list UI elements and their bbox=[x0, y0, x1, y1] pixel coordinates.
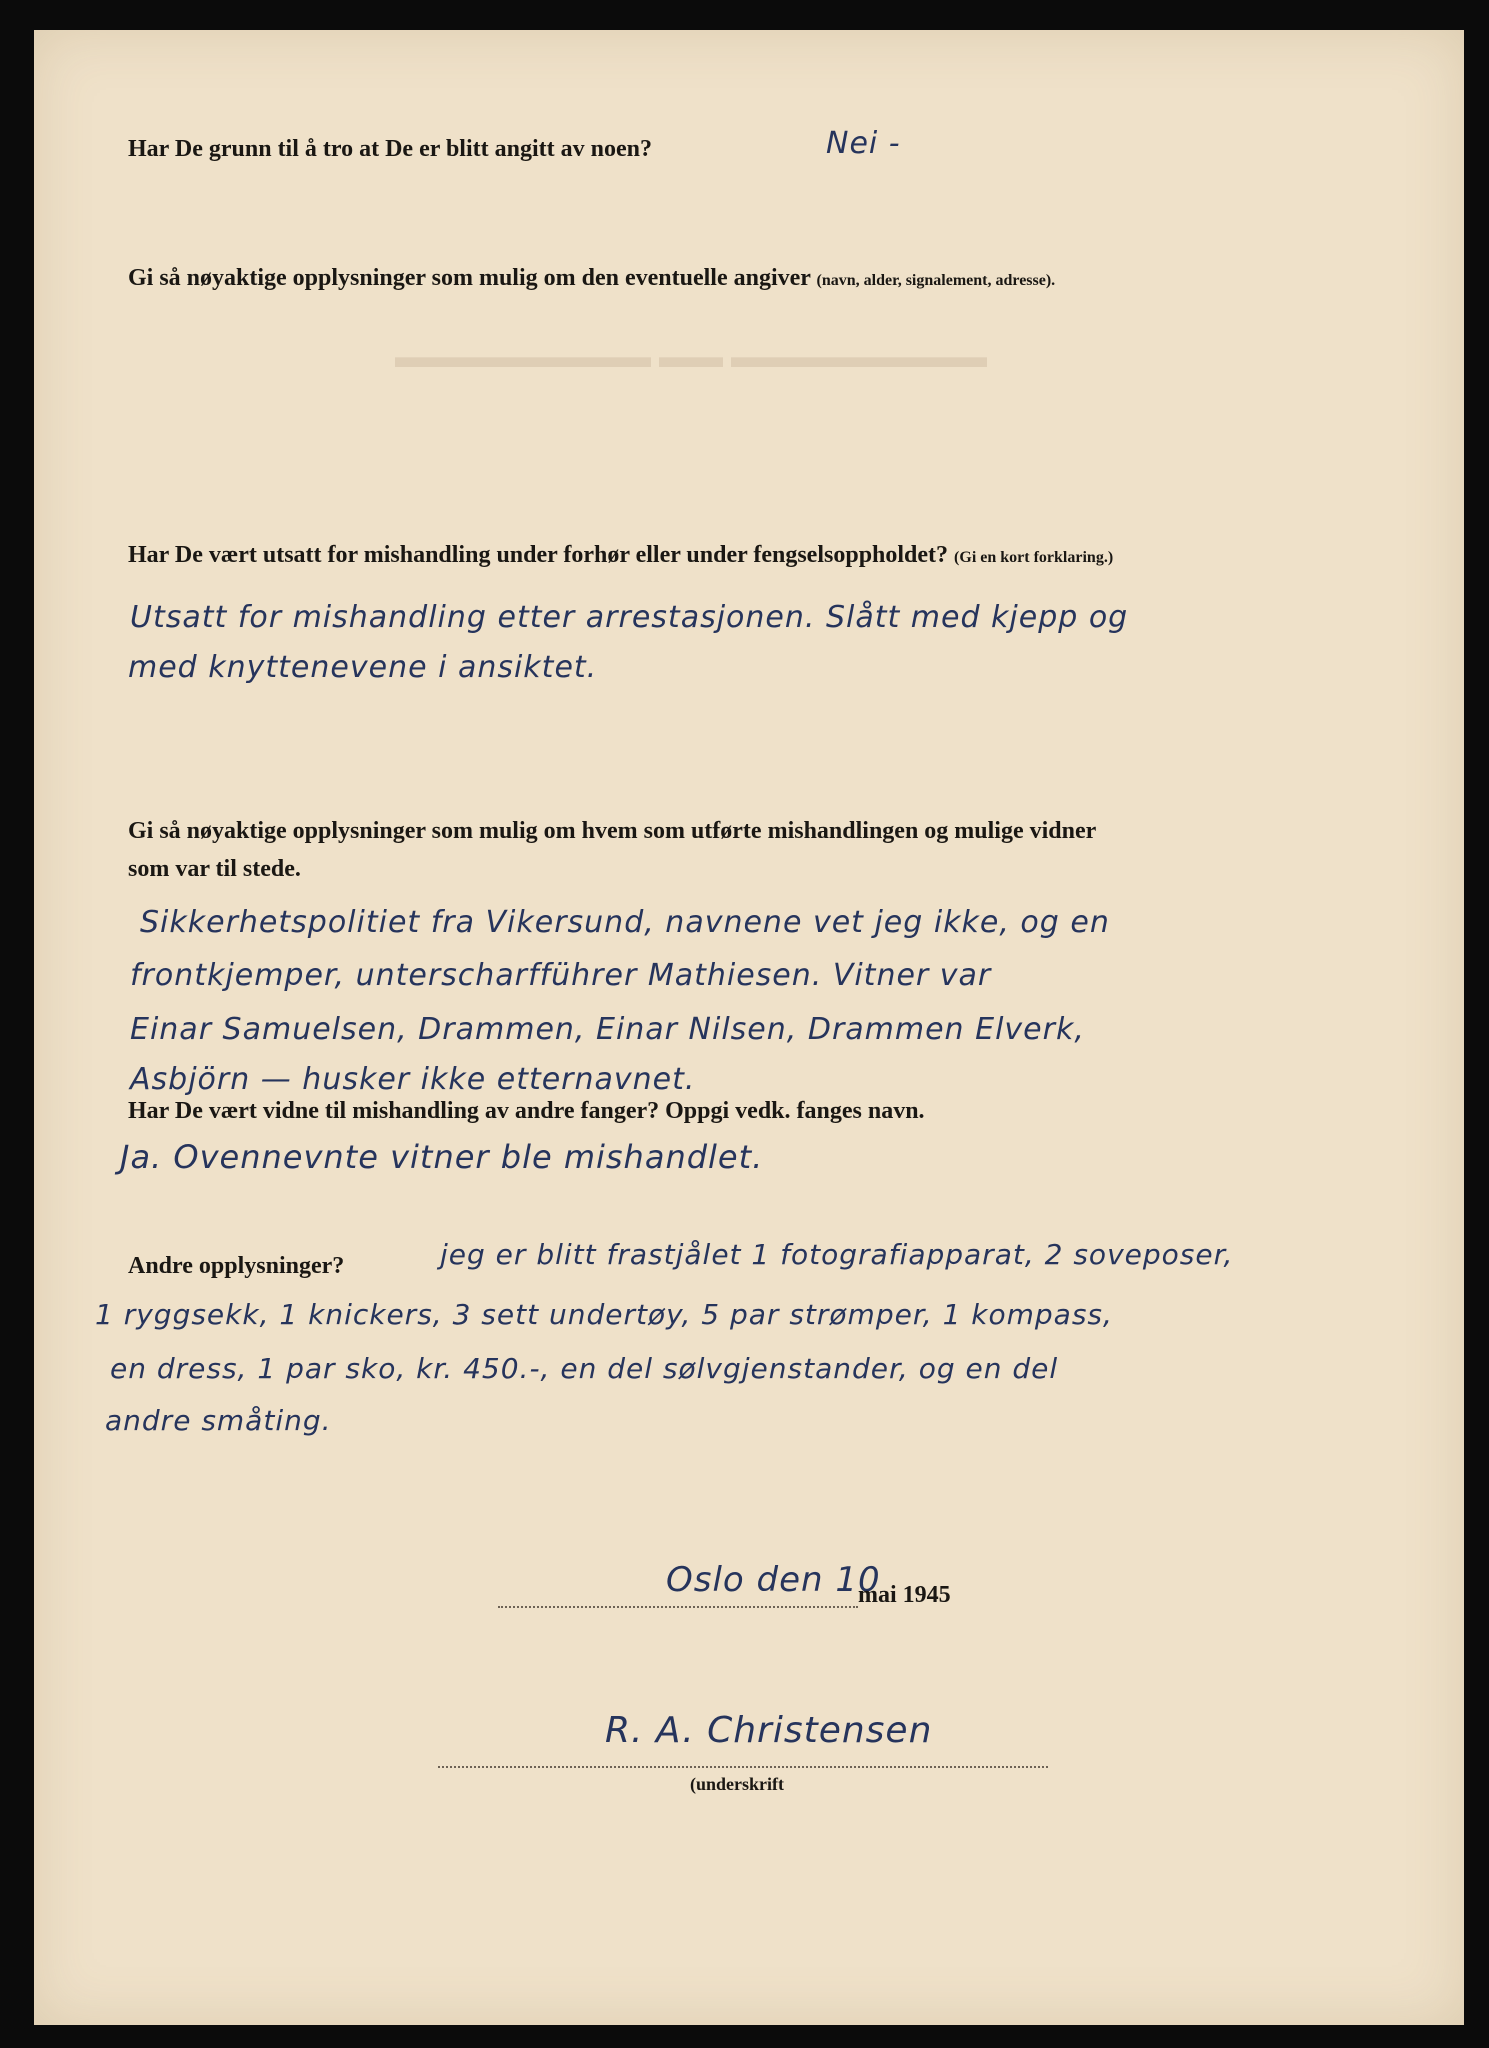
answer-4-line-3: Einar Samuelsen, Drammen, Einar Nilsen, Drammen Elverk, bbox=[130, 1012, 1085, 1047]
answer-6-line-1: jeg er blitt frastjålet 1 fotografiapparat, 2 soveposer, bbox=[440, 1238, 1234, 1271]
question-5-label: Har De vært vidne til mishandling av andre fanger? Oppgi vedk. fanges navn. bbox=[128, 1098, 925, 1124]
question-3-hint: (Gi en kort forklaring.) bbox=[954, 549, 1114, 566]
signature: R. A. Christensen bbox=[605, 1710, 933, 1751]
question-1-label: Har De grunn til å tro at De er blitt angitt av noen? bbox=[128, 136, 652, 162]
question-6 bbox=[128, 1253, 344, 1280]
answer-4-line-1: Sikkerhetspolitiet fra Vikersund, navnene vet jeg ikke, og en bbox=[140, 905, 1110, 940]
question-5 bbox=[128, 1098, 925, 1125]
question-3 bbox=[128, 542, 1113, 569]
question-2-label: Gi så nøyaktige opplysninger som mulig om den eventuelle angiver bbox=[128, 265, 811, 291]
question-4-label-2: som var til stede. bbox=[128, 856, 301, 882]
date-printed: mai 1945 bbox=[858, 1582, 951, 1608]
answer-3-line-2: med knyttenevene i ansiktet. bbox=[128, 650, 598, 685]
question-3-label: Har De vært utsatt for mishandling under forhør eller under fengselsoppholdet? bbox=[128, 542, 949, 568]
signature-caption: (underskrift bbox=[690, 1774, 784, 1794]
answer-6-line-3: en dress, 1 par sko, kr. 450.-, en del sølvgjenstander, og en del bbox=[110, 1352, 1059, 1385]
question-1 bbox=[128, 136, 652, 163]
signature-line bbox=[438, 1766, 1048, 1768]
question-4-label-1: Gi så nøyaktige opplysninger som mulig om hvem som utførte mishandlingen og mulige vidner bbox=[128, 818, 1097, 844]
question-4-cont bbox=[128, 856, 301, 883]
date-line bbox=[498, 1606, 858, 1608]
question-2-hint: (navn, alder, signalement, adresse). bbox=[816, 272, 1056, 289]
answer-1: Nei - bbox=[826, 126, 901, 161]
answer-4-line-2: frontkjemper, unterscharfführer Mathiesen. Vitner var bbox=[130, 958, 992, 993]
bleed-through: ▬▬▬▬▬▬▬▬ ▬▬ ▬▬▬▬▬▬▬▬ bbox=[395, 338, 987, 374]
answer-6-line-4: andre småting. bbox=[105, 1404, 332, 1437]
question-4 bbox=[128, 818, 1096, 845]
answer-6-line-2: 1 ryggsekk, 1 knickers, 3 sett undertøy, 5 par strømper, 1 kompass, bbox=[95, 1298, 1113, 1331]
question-2 bbox=[128, 265, 1055, 292]
answer-4-line-4: Asbjörn — husker ikke etternavnet. bbox=[130, 1062, 696, 1097]
answer-3-line-1: Utsatt for mishandling etter arrestasjonen. Slått med kjepp og bbox=[130, 600, 1129, 635]
answer-5: Ja. Ovennevnte vitner ble mishandlet. bbox=[120, 1138, 764, 1176]
question-6-label: Andre opplysninger? bbox=[128, 1253, 345, 1279]
date-handwritten: Oslo den 10 bbox=[666, 1560, 881, 1600]
